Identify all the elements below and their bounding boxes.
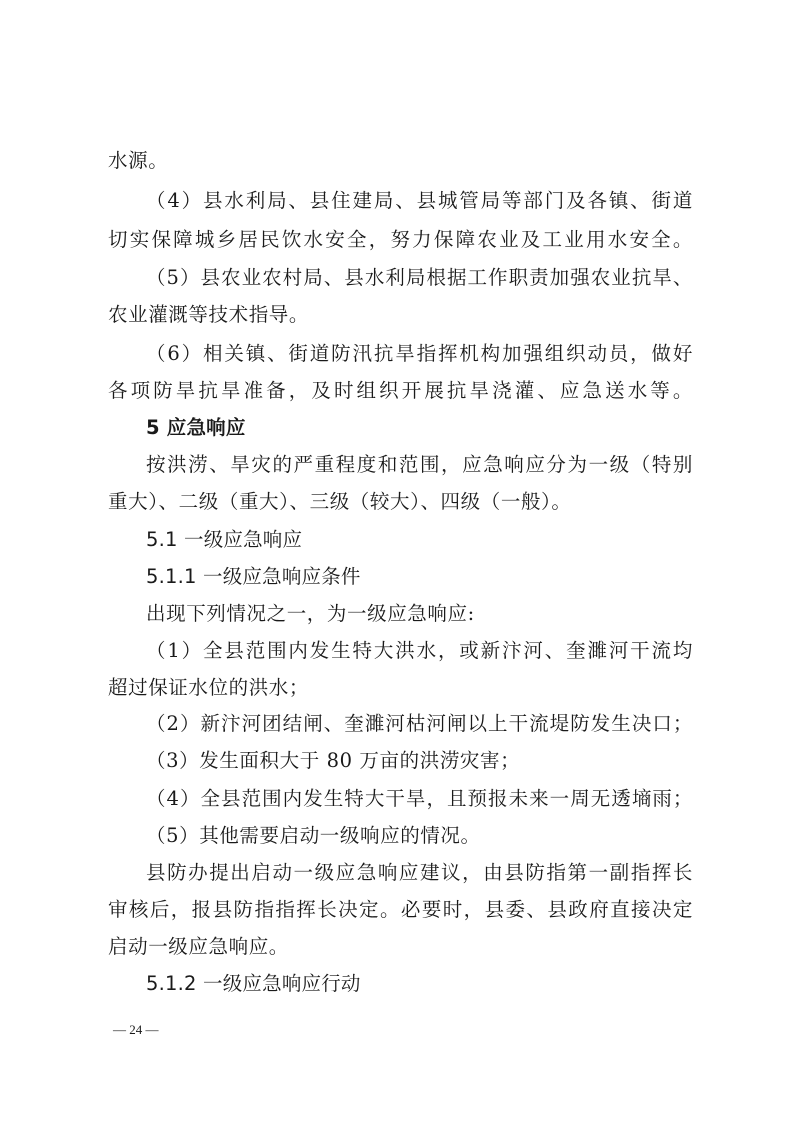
- section-heading-5: 5 应急响应: [146, 416, 246, 439]
- text-line-item-4-cont: 切实保障城乡居民饮水安全，努力保障农业及工业用水安全。: [108, 228, 693, 251]
- text-line-condition-1-cont: 超过保证水位的洪水；: [108, 676, 310, 699]
- text-line-proposal-cont: 审核后，报县防指指挥长决定。必要时，县委、县政府直接决定: [108, 898, 693, 921]
- text-line-condition-4: （4）全县范围内发生特大干旱，且预报未来一周无透墒雨；: [146, 787, 693, 810]
- page-number: — 24 —: [113, 1022, 159, 1037]
- text-line-condition-2: （2）新汴河团结闸、奎濉河枯河闸以上干流堤防发生决口；: [146, 712, 693, 735]
- text-line-proposal-end: 启动一级应急响应。: [108, 935, 289, 958]
- text-line-condition-1: （1）全县范围内发生特大洪水，或新汴河、奎濉河干流均: [146, 639, 693, 662]
- subsection-heading-5-1-1: 5.1.1 一级应急响应条件: [146, 565, 361, 588]
- text-line-response-levels-cont: 重大）、二级（重大）、三级（较大）、四级（一般）。: [108, 490, 572, 513]
- text-line-item-6-cont: 各项防旱抗旱准备，及时组织开展抗旱浇灌、应急送水等。: [108, 379, 693, 402]
- text-line-item-5-cont: 农业灌溉等技术指导。: [108, 303, 310, 326]
- text-line-condition-5: （5）其他需要启动一级响应的情况。: [146, 824, 481, 847]
- text-line-item-4: （4）县水利局、县住建局、县城管局等部门及各镇、街道: [146, 189, 693, 212]
- text-line-response-levels: 按洪涝、旱灾的严重程度和范围，应急响应分为一级（特别: [146, 453, 693, 476]
- text-line-condition-3: （3）发生面积大于 80 万亩的洪涝灾害；: [146, 749, 521, 772]
- subsection-heading-5-1-2: 5.1.2 一级应急响应行动: [146, 972, 361, 995]
- subsection-heading-5-1: 5.1 一级应急响应: [146, 528, 303, 551]
- text-line-proposal: 县防办提出启动一级应急响应建议，由县防指第一副指挥长: [146, 861, 693, 884]
- text-line-item-6: （6）相关镇、街道防汛抗旱指挥机构加强组织动员，做好: [146, 342, 693, 365]
- text-line-water-source: 水源。: [108, 149, 169, 172]
- text-line-item-5: （5）县农业农村局、县水利局根据工作职责加强农业抗旱、: [146, 266, 693, 289]
- text-line-conditions-intro: 出现下列情况之一，为一级应急响应:: [146, 602, 475, 625]
